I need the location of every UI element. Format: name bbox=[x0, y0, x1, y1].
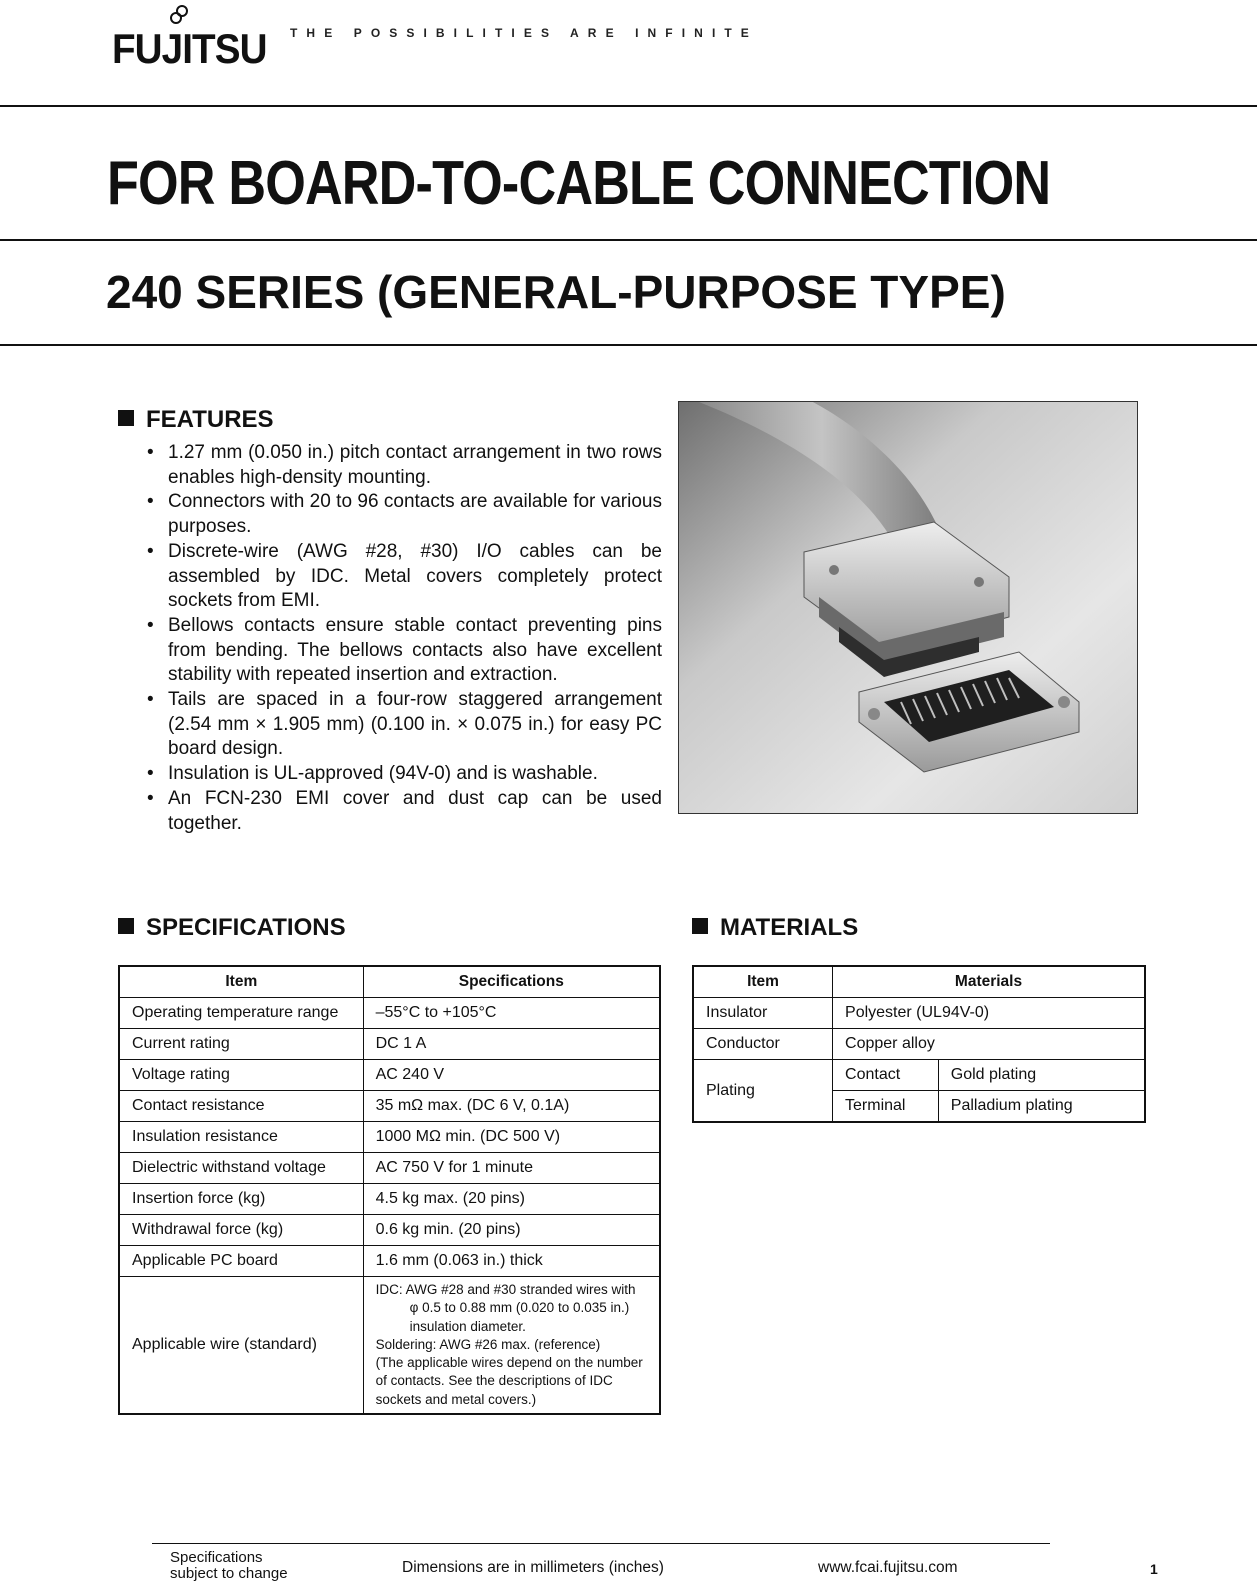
table-row bbox=[119, 1215, 660, 1246]
table-row bbox=[693, 998, 1145, 1029]
specifications-table bbox=[118, 965, 661, 1415]
spec-value: AC 750 V for 1 minute bbox=[363, 1153, 660, 1184]
feature-item: • Bellows contacts ensure stable contact preventing pins from bending. The bellows contacts also have excellent stability with repeated insertion and extraction. bbox=[144, 614, 662, 688]
materials-table bbox=[692, 965, 1146, 1123]
table-row bbox=[119, 1153, 660, 1184]
table-row bbox=[119, 1277, 660, 1415]
material-value: Polyester (UL94V-0) bbox=[833, 998, 1145, 1029]
feature-item: • Tails are spaced in a four-row staggered arrangement (2.54 mm × 1.905 mm) (0.100 in. × 0.075 in.) for easy PC board design. bbox=[144, 688, 662, 762]
infinity-logo-icon bbox=[168, 4, 190, 26]
fujitsu-logo bbox=[112, 4, 277, 76]
page-subtitle: 240 SERIES (GENERAL-PURPOSE TYPE) bbox=[106, 266, 1006, 318]
footer-note-line: subject to change bbox=[170, 1565, 288, 1582]
feature-item: • 1.27 mm (0.050 in.) pitch contact arrangement in two rows enables high-density mounting. bbox=[144, 441, 662, 490]
feature-item: • Connectors with 20 to 96 contacts are available for various purposes. bbox=[144, 490, 662, 539]
square-bullet-icon bbox=[118, 918, 134, 934]
wire-line: sockets and metal covers.) bbox=[375, 1391, 537, 1407]
table-header-row bbox=[119, 966, 660, 998]
material-subitem: Terminal bbox=[833, 1091, 939, 1123]
table-row bbox=[693, 1060, 1145, 1091]
footer-dimensions: Dimensions are in millimeters (inches) bbox=[402, 1559, 664, 1576]
table-header-row bbox=[693, 966, 1145, 998]
footer-rule bbox=[152, 1543, 1050, 1544]
material-item: Plating bbox=[693, 1060, 833, 1123]
table-row bbox=[119, 1184, 660, 1215]
feature-item: • Discrete-wire (AWG #28, #30) I/O cables can be assembled by IDC. Metal covers completely protect sockets from EMI. bbox=[144, 540, 662, 614]
material-item: Conductor bbox=[693, 1029, 833, 1060]
column-header: Materials bbox=[833, 966, 1145, 998]
spec-item: Insulation resistance bbox=[119, 1122, 363, 1153]
features-list bbox=[144, 441, 662, 836]
feature-item: • An FCN-230 EMI cover and dust cap can be used together. bbox=[144, 787, 662, 836]
connector-photo-illustration bbox=[679, 402, 1137, 813]
spec-item: Applicable PC board bbox=[119, 1246, 363, 1277]
subtitle-rule bbox=[0, 344, 1257, 346]
wire-line: insulation diameter. bbox=[409, 1318, 526, 1334]
column-header: Item bbox=[693, 966, 833, 998]
footer-note-line: Specifications bbox=[170, 1549, 263, 1566]
table-row bbox=[119, 1246, 660, 1277]
wire-line: φ 0.5 to 0.88 mm (0.020 to 0.035 in.) bbox=[409, 1300, 630, 1316]
title-rule bbox=[0, 239, 1257, 241]
wire-line: IDC: AWG #28 and #30 stranded wires with bbox=[375, 1282, 636, 1297]
spec-item: Current rating bbox=[119, 1029, 363, 1060]
square-bullet-icon bbox=[118, 410, 134, 426]
spec-item: Operating temperature range bbox=[119, 998, 363, 1029]
material-subitem: Contact bbox=[833, 1060, 939, 1091]
footer-note bbox=[170, 1550, 288, 1582]
spec-value: 0.6 kg min. (20 pins) bbox=[363, 1215, 660, 1246]
wire-line: (The applicable wires depend on the number bbox=[375, 1355, 643, 1371]
column-header: Specifications bbox=[363, 966, 660, 998]
spec-value: DC 1 A bbox=[363, 1029, 660, 1060]
wire-line: of contacts. See the descriptions of IDC bbox=[375, 1373, 613, 1389]
spec-item: Voltage rating bbox=[119, 1060, 363, 1091]
wire-line: Soldering: AWG #26 max. (reference) bbox=[375, 1336, 601, 1352]
square-bullet-icon bbox=[692, 918, 708, 934]
header-rule bbox=[0, 105, 1257, 107]
spec-item: Dielectric withstand voltage bbox=[119, 1153, 363, 1184]
feature-item: • Insulation is UL-approved (94V-0) and is washable. bbox=[144, 762, 662, 787]
page-title: FOR BOARD-TO-CABLE CONNECTION bbox=[107, 149, 1051, 218]
spec-value: 4.5 kg max. (20 pins) bbox=[363, 1184, 660, 1215]
material-value: Gold plating bbox=[938, 1060, 1145, 1091]
table-row bbox=[693, 1029, 1145, 1060]
tagline: THE POSSIBILITIES ARE INFINITE bbox=[290, 26, 758, 40]
spec-value: –55°C to +105°C bbox=[363, 998, 660, 1029]
table-row bbox=[119, 1091, 660, 1122]
spec-item: Contact resistance bbox=[119, 1091, 363, 1122]
logo-wordmark: FUJITSU bbox=[112, 25, 267, 72]
spec-value-wire bbox=[363, 1277, 660, 1415]
page-number: 1 bbox=[1150, 1561, 1158, 1577]
material-value: Copper alloy bbox=[833, 1029, 1145, 1060]
footer-url: www.fcai.fujitsu.com bbox=[818, 1559, 958, 1576]
spec-value: 1.6 mm (0.063 in.) thick bbox=[363, 1246, 660, 1277]
spec-value: AC 240 V bbox=[363, 1060, 660, 1091]
table-row bbox=[119, 1060, 660, 1091]
spec-value: 1000 MΩ min. (DC 500 V) bbox=[363, 1122, 660, 1153]
table-row bbox=[119, 1122, 660, 1153]
table-row bbox=[119, 1029, 660, 1060]
specifications-heading: SPECIFICATIONS bbox=[118, 913, 346, 943]
spec-item: Insertion force (kg) bbox=[119, 1184, 363, 1215]
material-item: Insulator bbox=[693, 998, 833, 1029]
product-photo bbox=[678, 401, 1138, 814]
spec-item: Withdrawal force (kg) bbox=[119, 1215, 363, 1246]
material-value: Palladium plating bbox=[938, 1091, 1145, 1123]
table-row bbox=[119, 998, 660, 1029]
column-header: Item bbox=[119, 966, 363, 998]
features-heading: FEATURES bbox=[118, 405, 274, 435]
spec-value: 35 mΩ max. (DC 6 V, 0.1A) bbox=[363, 1091, 660, 1122]
spec-item: Applicable wire (standard) bbox=[119, 1277, 363, 1415]
materials-heading: MATERIALS bbox=[692, 913, 858, 943]
